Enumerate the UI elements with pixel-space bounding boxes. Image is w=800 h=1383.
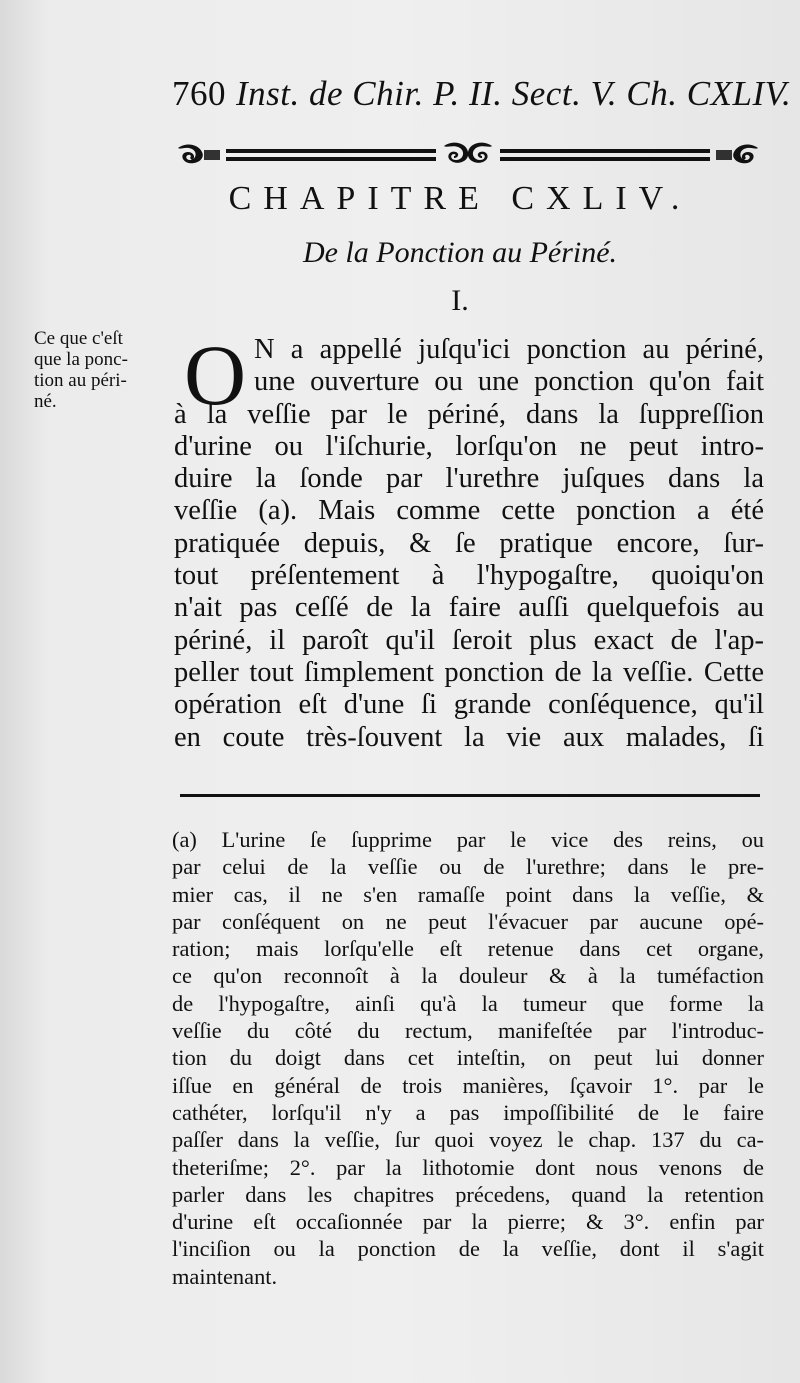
- drop-cap: O: [184, 327, 247, 423]
- margin-note-line: que la ponc-: [34, 349, 128, 370]
- footnote-line: maintenant.: [172, 1263, 278, 1289]
- body-line: n'ait pas ceſſé de la faire auſſi quelquefois au: [174, 592, 764, 624]
- body-line: périné, il paroît qu'il ſeroit plus exact de l'ap-: [174, 624, 764, 656]
- footnote-line: parler dans les chapitres précedens, quand la retention: [172, 1181, 764, 1207]
- body-line: une ouverture ou une ponction qu'on fait: [254, 366, 764, 398]
- body-line: pratiquée depuis, & ſe pratique encore, ſur-: [174, 527, 764, 559]
- section-number: I.: [451, 284, 469, 317]
- margin-note-line: né.: [34, 391, 57, 412]
- body-line: duire la ſonde par l'urethre juſques dans la: [174, 463, 764, 495]
- footnote-line: par conſéquent on ne peut l'évacuer par aucune opé-: [172, 908, 764, 934]
- footnote-line: iſſue en général de trois manières, ſçavoir 1°. par le: [172, 1072, 764, 1098]
- footnote-line: cathéter, lorſqu'il n'y a pas impoſſibilité de le faire: [172, 1099, 764, 1125]
- margin-note-line: Ce que c'eſt: [34, 328, 123, 349]
- running-head-text: Inst. de Chir. P. II. Sect. V. Ch. CXLIV.: [236, 74, 792, 113]
- footnote-line: de l'hypogaſtre, ainſi qu'à la tumeur que forme la: [172, 990, 764, 1016]
- body-line: veſſie (a). Mais comme cette ponction a été: [174, 495, 764, 527]
- footnote-line: par celui de la veſſie ou de l'urethre; dans le pre-: [172, 854, 764, 880]
- body-line: peller tout ſimplement ponction de la veſſie. Cette: [174, 656, 764, 688]
- chapter-subtitle: De la Ponction au Périné.: [302, 236, 618, 269]
- margin-note: [34, 328, 174, 412]
- chapter-title: CHAPITRE CXLIV.: [228, 180, 692, 217]
- decorative-rule-ornament: [176, 140, 760, 170]
- body-line: N a appellé juſqu'ici ponction au périné,: [254, 334, 764, 365]
- footnote-line: ce qu'on reconnoît à la douleur & à la tuméfaction: [172, 963, 764, 989]
- body-line: tout préſentement à l'hypogaſtre, quoiqu'on: [174, 560, 764, 592]
- footnote-line: l'inciſion ou la ponction de la veſſie, dont il s'agit: [172, 1236, 764, 1262]
- page-number: 760: [172, 74, 226, 113]
- body-line: opération eſt d'une ſi grande conſéquence, qu'il: [174, 689, 764, 721]
- body-line: en coute très-ſouvent la vie aux malades, ſi: [174, 721, 764, 753]
- footnote-line: paſſer dans la veſſie, ſur quoi voyez le chap. 137 du ca-: [172, 1127, 764, 1153]
- body-line: d'urine ou l'iſchurie, lorſqu'on ne peut intro-: [174, 430, 764, 462]
- footnote-separator-rule: [180, 794, 760, 797]
- margin-note-line: tion au péri-: [34, 370, 127, 391]
- footnote-line: theteriſme; 2°. par la lithotomie dont nous venons de: [172, 1154, 764, 1180]
- running-head: [172, 74, 792, 114]
- footnote: [172, 826, 764, 1290]
- footnote-line: ration; mais lorſqu'elle eſt retenue dans cet organe,: [172, 936, 764, 962]
- body-line: à la veſſie par le périné, dans la ſuppreſſion: [174, 398, 764, 430]
- footnote-line: veſſie du côté du rectum, manifeſtée par l'introduc-: [172, 1018, 764, 1044]
- footnote-line: mier cas, il ne s'en ramaſſe point dans la veſſie, &: [172, 881, 764, 907]
- footnote-line: (a) L'urine ſe ſupprime par le vice des reins, ou: [172, 827, 764, 852]
- body-paragraph: [174, 327, 764, 754]
- footnote-line: tion du doigt dans cet inteſtin, on peut lui donner: [172, 1045, 764, 1071]
- footnote-line: d'urine eſt occaſionnée par la pierre; & 3°. enfin par: [172, 1209, 764, 1235]
